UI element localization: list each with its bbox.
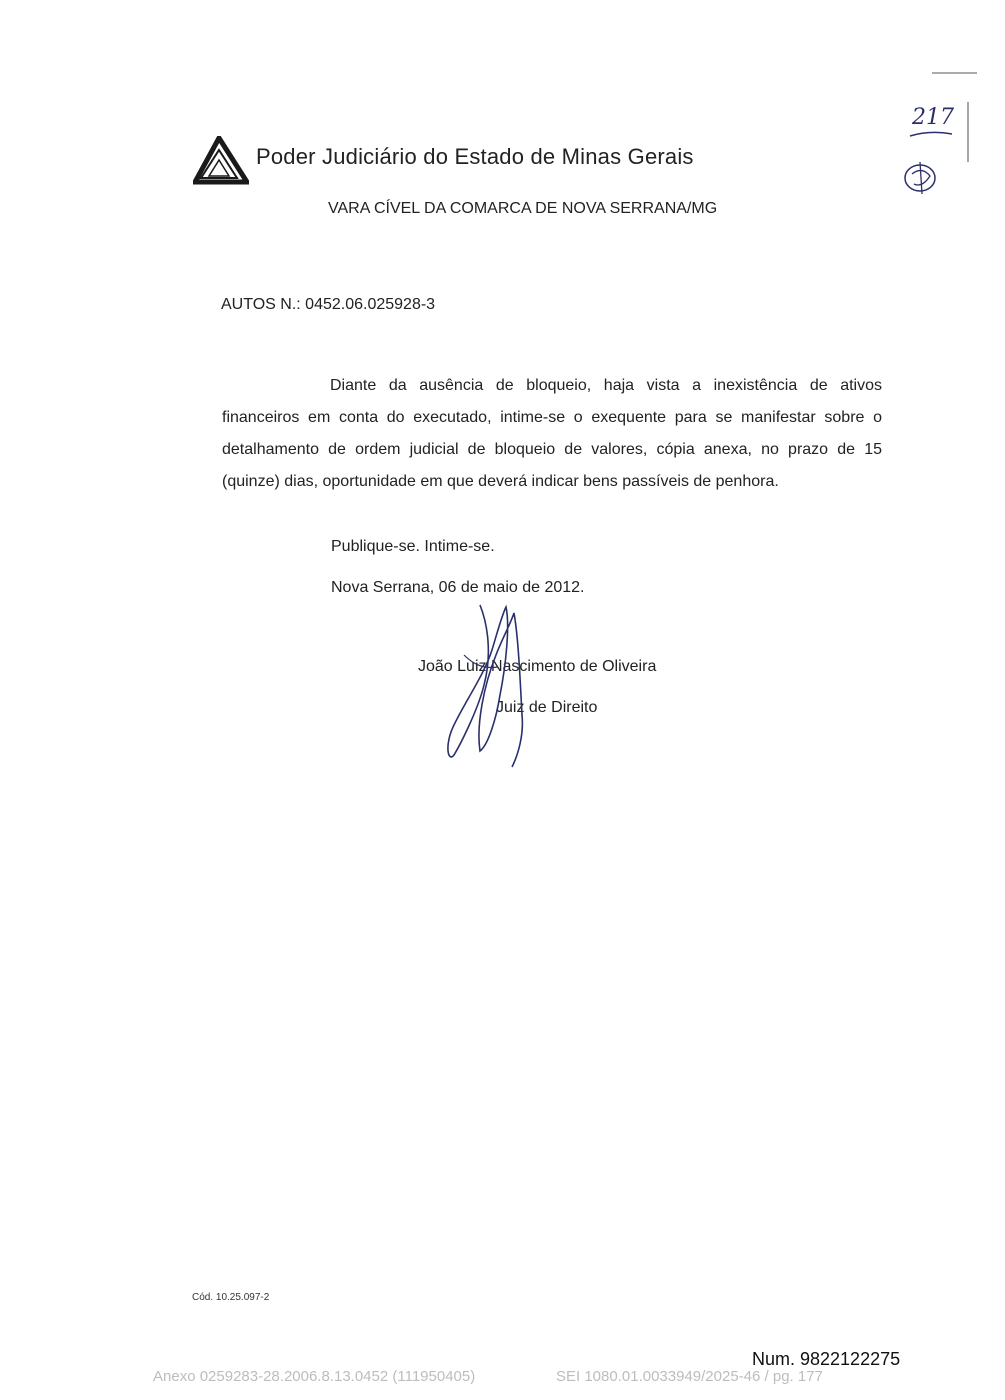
form-code: Cód. 10.25.097-2 bbox=[192, 1292, 270, 1303]
document-number: Num. 9822122275 bbox=[752, 1349, 901, 1369]
judge-title: Juiz de Direito bbox=[496, 699, 598, 716]
sei-reference: SEI 1080.01.0033949/2025-46 / pg. 177 bbox=[556, 1368, 823, 1385]
folio-mark-icon bbox=[900, 96, 970, 206]
case-number: AUTOS N.: 0452.06.025928-3 bbox=[221, 296, 436, 313]
folio-number: 217 bbox=[912, 105, 954, 130]
court-logo-icon bbox=[193, 136, 249, 186]
handwritten-signature-icon bbox=[440, 595, 540, 775]
division-heading: VARA CÍVEL DA COMARCA DE NOVA SERRANA/MG bbox=[328, 200, 718, 217]
court-name: Poder Judiciário do Estado de Minas Gerais bbox=[256, 144, 694, 169]
scan-edge-mark bbox=[932, 72, 977, 80]
publish-order: Publique-se. Intime-se. bbox=[331, 538, 495, 555]
decision-paragraph-text: Diante da ausência de bloqueio, haja vista a inexistência de ativos financeiros em conta do executado, intime-se o exequente para se manifestar sobre o detalhamento de ordem judicial de bloqueio de valores, cópia anexa, no prazo de 15 (quinze) dias, oportunidade em que deverá indicar bens passíveis de penhora. bbox=[222, 377, 882, 490]
annex-reference: Anexo 0259283-28.2006.8.13.0452 (111950405) bbox=[153, 1368, 476, 1385]
judge-name: João Luiz Nascimento de Oliveira bbox=[418, 658, 657, 675]
date-line: Nova Serrana, 06 de maio de 2012. bbox=[331, 579, 585, 596]
decision-paragraph bbox=[222, 370, 882, 498]
